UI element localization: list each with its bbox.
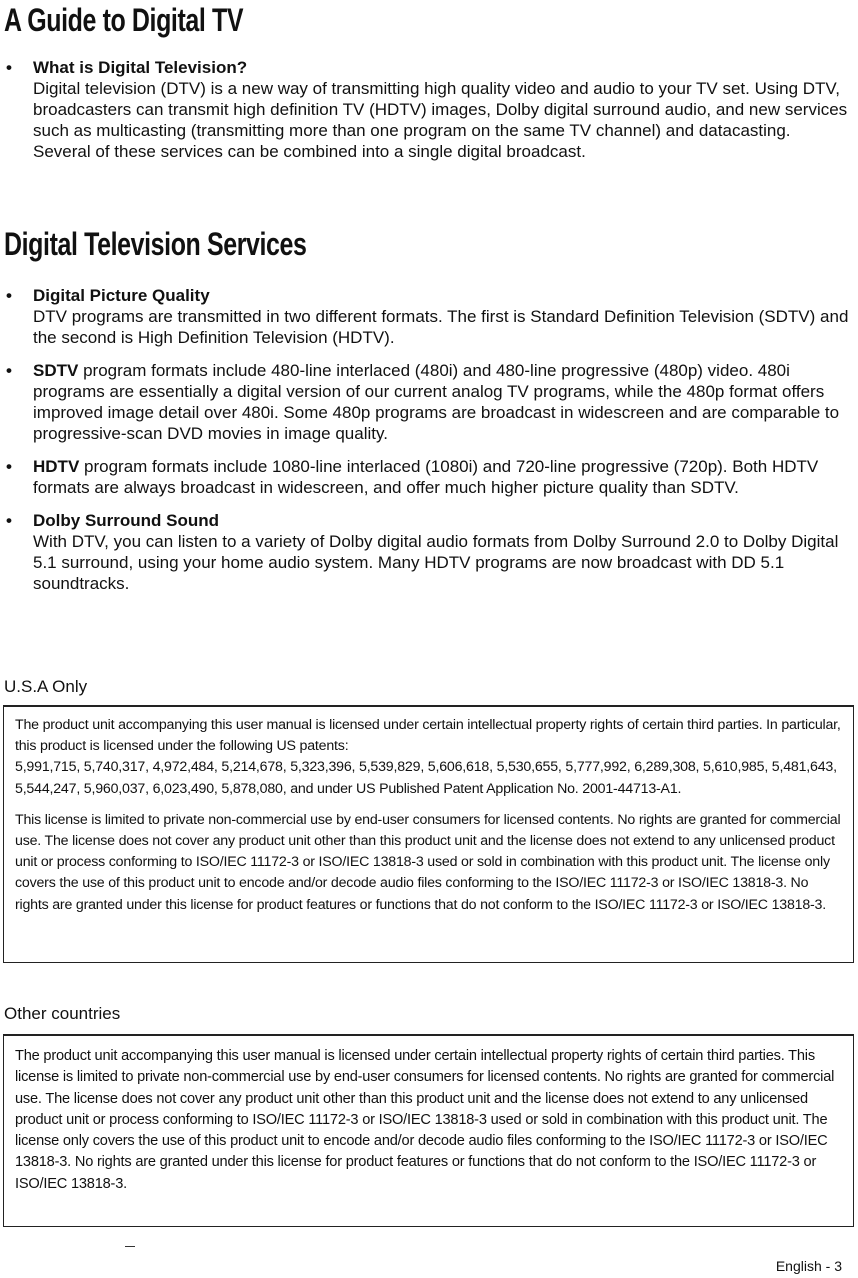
page-number: English - 3 — [775, 1258, 842, 1274]
list-item — [6, 360, 852, 444]
usa-license-intro — [15, 715, 843, 800]
bullet-text: DTV programs are transmitted in two different formats. The first is Standard Definition Television (SDTV) and the second is High Definition Television (HDTV). — [33, 307, 849, 347]
usa-patent-list: 5,991,715, 5,740,317, 4,972,484, 5,214,678, 5,323,396, 5,539,829, 5,606,618, 5,530,655, 5,777,992, 6,289,308, 5,610,985, 5,481,643, 5,544,247, 5,960,037, 6,023,490, 5,878,080, and under US Published Patent Application No. 2001-44713-A1. — [15, 759, 837, 797]
services-bullet-list — [6, 285, 852, 606]
bullet-heading: SDTV — [33, 361, 79, 380]
usa-license-para1: The product unit accompanying this user manual is licensed under certain intellectual property rights of certain third parties. In particular, this product is licensed under the following US patents: — [15, 717, 841, 755]
list-item — [6, 510, 852, 594]
usa-section-label: U.S.A Only — [4, 677, 88, 696]
page-title: A Guide to Digital TV — [4, 2, 244, 38]
bullet-icon: • — [6, 361, 12, 380]
guide-bullet-list — [6, 57, 852, 174]
bullet-icon: • — [6, 58, 12, 77]
bullet-text: program formats include 480-line interlaced (480i) and 480-line progressive (480p) video. 480i programs are essentially a digital version of our current analog TV programs, while the 480p format offers improved image detail over 480i. Some 480p programs are broadcast in widescreen and are comparable to progressive-scan DVD movies in image quality. — [33, 361, 840, 443]
usa-license-para2: This license is limited to private non-commercial use by end-user consumers for licensed contents. No rights are granted for commercial use. The license does not cover any product unit other than this product unit and the license does not extend to any unlicensed product unit or process conforming to ISO/IEC 11172-3 or ISO/IEC 13818-3 used or sold in combination with this product unit. The license only covers the use of this product unit to encode and/or decode audio files conforming to the ISO/IEC 11172-3 or ISO/IEC 13818-3. No rights are granted under this license for product features or functions that do not conform to the ISO/IEC 11172-3 or ISO/IEC 13818-3. — [15, 811, 841, 913]
other-section-label: Other countries — [4, 1004, 121, 1023]
list-item — [6, 285, 852, 348]
divider — [125, 1246, 135, 1247]
bullet-text: program formats include 1080-line interlaced (1080i) and 720-line progressive (720p). Both HDTV formats are always broadcast in widescreen, and offer much higher picture quality than SDTV. — [33, 457, 819, 497]
list-item — [6, 456, 852, 498]
list-item — [6, 57, 852, 162]
bullet-icon: • — [6, 286, 12, 305]
section-title: Digital Television Services — [4, 226, 307, 262]
bullet-text: Digital television (DTV) is a new way of transmitting high quality video and audio to your TV set. Using DTV, broadcasters can transmit high definition TV (HDTV) images, Dolby digital surround audio, and new services such as multicasting (transmitting more than one program on the same TV channel) and datacasting. Several of these services can be combined into a single digital broadcast. — [33, 79, 848, 161]
bullet-icon: • — [6, 457, 12, 476]
bullet-heading: Digital Picture Quality — [33, 286, 210, 305]
usa-license-box — [3, 705, 854, 963]
bullet-text: With DTV, you can listen to a variety of Dolby digital audio formats from Dolby Surround 2.0 to Dolby Digital 5.1 surround, using your home audio system. Many HDTV programs are now broadcast with DD 5.1 soundtracks. — [33, 532, 839, 593]
bullet-heading: What is Digital Television? — [33, 58, 248, 77]
bullet-heading: HDTV — [33, 457, 80, 476]
other-license-para1: The product unit accompanying this user manual is licensed under certain intellectual property rights of certain third parties. This license is limited to private non-commercial use by end-user consumers for licensed contents. No rights are granted for commercial use. The license does not cover any product unit other than this product unit and the license does not extend to any unlicensed product unit or process conforming to ISO/IEC 11172-3 or ISO/IEC 13818-3 used or sold in combination with this product unit. The license only covers the use of this product unit to encode and/or decode audio files conforming to the ISO/IEC 11172-3 or ISO/IEC 13818-3. No rights are granted under this license for product features or functions that do not conform to the ISO/IEC 11172-3 or ISO/IEC 13818-3. — [15, 1048, 835, 1192]
bullet-heading: Dolby Surround Sound — [33, 511, 220, 530]
other-license-box — [3, 1034, 854, 1227]
bullet-icon: • — [6, 511, 12, 530]
